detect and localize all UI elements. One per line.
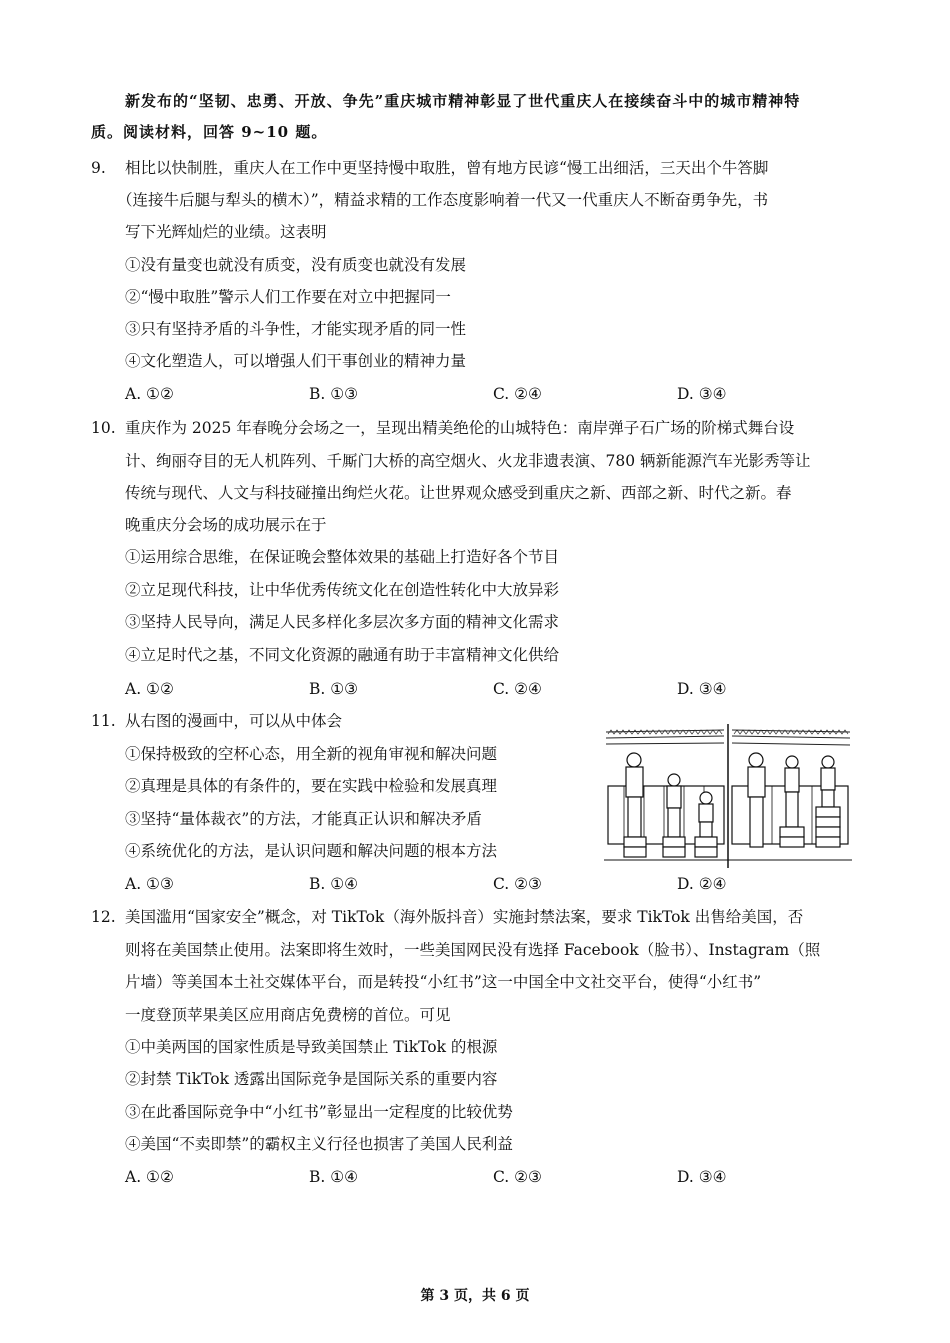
question-11-option-d[interactable]: D. ②④	[677, 875, 727, 893]
question-10-statement-2: ②立足现代科技，让中华优秀传统文化在创造性转化中大放异彩	[125, 581, 560, 599]
page-number-footer: 第 3 页，共 6 页	[420, 1288, 530, 1304]
question-9-option-a[interactable]: A. ①②	[125, 385, 174, 403]
question-11-statement-1: ①保持极致的空杯心态，用全新的视角审视和解决问题	[125, 745, 498, 763]
fence-cartoon-illustration	[604, 724, 852, 868]
question-12-number: 12.	[91, 908, 116, 926]
question-10-option-a[interactable]: A. ①②	[125, 680, 174, 698]
question-12-statement-2: ②封禁 TikTok 透露出国际竞争是国际关系的重要内容	[125, 1070, 498, 1088]
question-11-number: 11.	[91, 712, 116, 730]
question-10-statement-3: ③坚持人民导向，满足人民多样化多层次多方面的精神文化需求	[125, 613, 560, 631]
question-9-option-b[interactable]: B. ①③	[309, 385, 359, 403]
question-12-option-d[interactable]: D. ③④	[677, 1168, 727, 1186]
question-10-option-b[interactable]: B. ①③	[309, 680, 359, 698]
question-9-stem: 相比以快制胜，重庆人在工作中更坚持慢中取胜，曾有地方民谚“慢工出细活，三天出个牛答脚	[125, 159, 769, 177]
question-12-stem: 美国滥用“国家安全”概念，对 TikTok（海外版抖音）实施封禁法案，要求 TikTok 出售给美国，否	[125, 908, 804, 926]
question-12-stem: 则将在美国禁止使用。法案即将生效时，一些美国网民没有选择 Facebook（脸书）、Instagram（照	[125, 941, 821, 959]
question-10-option-d[interactable]: D. ③④	[677, 680, 727, 698]
question-9-option-c[interactable]: C. ②④	[493, 385, 542, 403]
question-12-statement-3: ③在此番国际竞争中“小红书”彰显出一定程度的比较优势	[125, 1103, 513, 1121]
question-10-option-c[interactable]: C. ②④	[493, 680, 542, 698]
question-11-option-a[interactable]: A. ①③	[125, 875, 174, 893]
question-11-option-b[interactable]: B. ①④	[309, 875, 359, 893]
question-12-statement-1: ①中美两国的国家性质是导致美国禁止 TikTok 的根源	[125, 1038, 498, 1056]
question-10-stem: 传统与现代、人文与科技碰撞出绚烂火花。让世界观众感受到重庆之新、西部之新、时代之新。春	[125, 484, 792, 502]
question-9-statement-2: ②“慢中取胜”警示人们工作要在对立中把握同一	[125, 288, 451, 306]
question-12-stem: 片墙）等美国本土社交媒体平台，而是转投“小红书”这一中国全中文社交平台，使得“小红书”	[125, 973, 762, 991]
question-9-statement-3: ③只有坚持矛盾的斗争性，才能实现矛盾的同一性	[125, 320, 467, 338]
question-9-stem: 写下光辉灿烂的业绩。这表明	[125, 223, 327, 241]
question-10-stem: 晚重庆分会场的成功展示在于	[125, 516, 327, 534]
question-9-statement-4: ④文化塑造人，可以增强人们干事创业的精神力量	[125, 352, 467, 370]
question-9-number: 9.	[91, 159, 106, 177]
question-10-statement-4: ④立足时代之基，不同文化资源的融通有助于丰富精神文化供给	[125, 646, 560, 664]
question-12-stem: 一度登顶苹果美区应用商店免费榜的首位。可见	[125, 1006, 451, 1024]
question-12-statement-4: ④美国“不卖即禁”的霸权主义行径也损害了美国人民利益	[125, 1135, 513, 1153]
question-9-stem: （连接牛后腿与犁头的横木）”，精益求精的工作态度影响着一代又一代重庆人不断奋勇争先，书	[117, 191, 769, 209]
question-10-number: 10.	[91, 419, 116, 437]
question-11-statement-3: ③坚持“量体裁衣”的方法，才能真正认识和解决矛盾	[125, 810, 482, 828]
question-11-option-c[interactable]: C. ②③	[493, 875, 542, 893]
question-12-option-c[interactable]: C. ②③	[493, 1168, 542, 1186]
question-11-statement-2: ②真理是具体的有条件的，要在实践中检验和发展真理	[125, 777, 498, 795]
question-10-stem: 重庆作为 2025 年春晚分会场之一，呈现出精美绝伦的山城特色：南岸弹子石广场的阶梯式舞台设	[125, 419, 795, 437]
question-11-statement-4: ④系统优化的方法，是认识问题和解决问题的根本方法	[125, 842, 498, 860]
intro-line-1: 新发布的“坚韧、忠勇、开放、争先”重庆城市精神彰显了世代重庆人在接续奋斗中的城市精神特	[125, 92, 801, 110]
question-10-statement-1: ①运用综合思维，在保证晚会整体效果的基础上打造好各个节目	[125, 548, 560, 566]
question-11-stem: 从右图的漫画中，可以从中体会	[125, 712, 343, 730]
intro-line-2: 质。阅读材料，回答 9~10 题。	[91, 123, 328, 141]
question-10-stem: 计、绚丽夺目的无人机阵列、千厮门大桥的高空烟火、火龙非遗表演、780 辆新能源汽车光影秀等让	[125, 452, 811, 470]
question-9-statement-1: ①没有量变也就没有质变，没有质变也就没有发展	[125, 256, 467, 274]
question-9-option-d[interactable]: D. ③④	[677, 385, 727, 403]
question-12-option-b[interactable]: B. ①④	[309, 1168, 359, 1186]
question-12-option-a[interactable]: A. ①②	[125, 1168, 174, 1186]
